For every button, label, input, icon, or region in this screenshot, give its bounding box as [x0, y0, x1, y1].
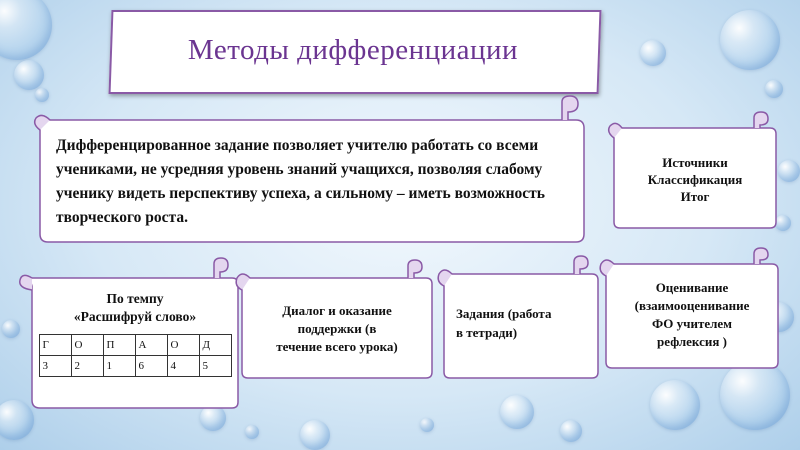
sources-line: Источники	[662, 154, 728, 170]
dialog-line: поддержки (в	[297, 321, 377, 336]
bubble-decoration	[200, 405, 226, 431]
tempo-text	[34, 290, 236, 400]
dialog-line: течение всего урока)	[276, 339, 398, 354]
table-row	[39, 335, 231, 356]
table-cell: 1	[103, 356, 135, 377]
sources-line: Итог	[680, 188, 710, 204]
tempo-scroll	[10, 256, 238, 408]
tasks-line: в тетради)	[456, 325, 518, 340]
bubble-decoration	[245, 425, 259, 439]
bubble-decoration	[300, 420, 330, 450]
bubble-decoration	[640, 40, 666, 66]
bubble-decoration	[720, 10, 780, 70]
page-title: Методы дифференциации	[187, 33, 519, 66]
sources-line: Классификация	[647, 171, 743, 187]
table-cell: А	[135, 335, 167, 356]
bubble-decoration	[500, 395, 534, 429]
table-cell: 4	[167, 356, 199, 377]
tasks-line: Задания (работа	[456, 306, 552, 321]
table-cell: 3	[39, 356, 71, 377]
evaluation-line: (взаимооценивание	[634, 298, 750, 313]
bubble-decoration	[778, 160, 800, 182]
table-cell: 2	[71, 356, 103, 377]
table-cell: 5	[199, 356, 231, 377]
cipher-table	[39, 334, 232, 377]
bubble-decoration	[650, 380, 700, 430]
evaluation-line: рефлексия )	[657, 334, 727, 349]
main-description-content: Дифференцированное задание позволяет учителю работать со всеми учениками, не усредняя уровень знаний учащихся, позволяя слабому ученику видеть перспективу успеха, а сильному – иметь возможность творческого роста.	[56, 137, 545, 226]
evaluation-line: ФО учителем	[651, 316, 733, 331]
bubble-decoration	[0, 0, 52, 60]
dialog-line: Диалог и оказание	[282, 303, 392, 318]
bubble-decoration	[720, 360, 790, 430]
bubble-decoration	[765, 80, 783, 98]
main-description-scroll	[28, 94, 584, 248]
table-cell: О	[167, 335, 199, 356]
sources-text	[616, 134, 774, 224]
evaluation-scroll	[596, 246, 778, 370]
table-row	[39, 356, 231, 377]
dialog-text	[244, 284, 430, 374]
evaluation-text	[608, 268, 776, 362]
bubble-decoration	[420, 418, 434, 432]
dialog-scroll	[232, 258, 432, 380]
table-cell: О	[71, 335, 103, 356]
tasks-scroll	[434, 254, 598, 380]
tempo-line: По темпу	[106, 291, 164, 306]
tasks-text	[456, 278, 594, 368]
bubble-decoration	[560, 420, 582, 442]
table-cell: Д	[199, 335, 231, 356]
evaluation-line: Оценивание	[655, 280, 729, 295]
table-cell: П	[103, 335, 135, 356]
bubble-decoration	[14, 60, 44, 90]
table-cell: Г	[39, 335, 71, 356]
sources-scroll	[604, 112, 778, 232]
table-cell: 6	[135, 356, 167, 377]
tempo-line: «Расшифруй слово»	[73, 309, 197, 324]
main-description-text	[56, 126, 566, 238]
